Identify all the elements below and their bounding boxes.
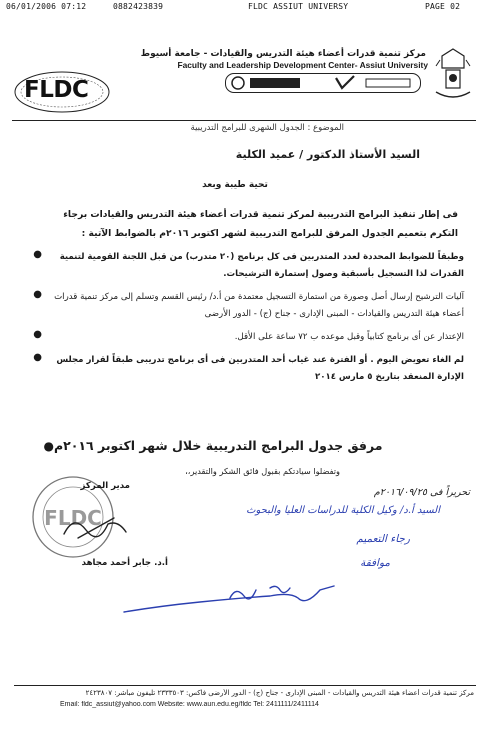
date-line: تحريراً فى ٢٠١٦/٠٩/٢٥م xyxy=(373,487,470,498)
greeting: تحية طيبة وبعد xyxy=(202,180,268,190)
subject-line: الموضوع : الجدول الشهرى للبرامج التدريبية xyxy=(190,123,344,133)
bullet-icon: ● xyxy=(33,289,42,300)
condition-text: آليات الترشيح إرسال أصل وصورة من استمارة التسجيل معتمدة من أ.د/ رئيس القسم وتسلم إلى مركز تنمية قدرات أعضاء هيئة التدريس والقيادات - المبنى الإدارى - جناح (ج) - الدور الأرضى xyxy=(54,292,464,319)
university-emblem xyxy=(430,46,476,104)
condition-item xyxy=(30,249,464,283)
closing-line: وتفضلوا سيادتكم بقبول فائق الشكر والتقدير،، xyxy=(185,466,340,476)
condition-text: وطبقاً للضوابط المحددة لعدد المتدربين فى كل برنامج (٢٠ متدرب) من قبل اللجنة القومية لتنمية القدرات لذا التسجيل بأسبقية وصول إستمارة الترشيحات. xyxy=(59,252,464,279)
condition-text: الإعتذار عن أى برنامج كتابياً وقبل موعده ب ٧٢ ساعة على الأقل. xyxy=(234,332,464,342)
footer-address: مركز تنمية قدرات أعضاء هيئة التدريس والقيادات - المبنى الإدارى - جناح (ج) - الدور الأرضى فاكس: ٢٣٣٣٥٠٣ تليفون مباشر: ٢٤٢٣٨٠٧ xyxy=(85,689,474,697)
handwritten-note-line3: موافقة xyxy=(360,557,390,569)
condition-text: لم الغاء تعويض اليوم . أو الفترة عند غياب أحد المتدربين فى أى برنامج تدريبى طبقاً لقرار مجلس الإدارة المنعقد بتاريخ ٥ مارس ٢٠١٤ xyxy=(56,355,464,382)
addressee: السيد الأستاذ الدكتور / عميد الكلية xyxy=(235,148,420,161)
bullet-icon: ● xyxy=(33,249,42,260)
footer-divider xyxy=(14,685,476,686)
signatory-name: أ.د. جابر أحمد مجاهد xyxy=(81,558,168,568)
certification-badges xyxy=(225,73,421,93)
handwritten-note-line1: السيد أ.د/ وكيل الكلية للدراسات العليا والبحوث xyxy=(246,505,440,516)
handwritten-signature xyxy=(120,578,340,618)
condition-item xyxy=(30,352,464,386)
header-divider xyxy=(12,120,476,121)
fax-phone: 0882423839 xyxy=(113,2,164,11)
attachment-text: مرفق جدول البرامج التدريبية خلال شهر اكتوبر ٢٠١٦م xyxy=(54,438,383,453)
fax-page: PAGE 02 xyxy=(425,2,461,11)
bullet-icon: ● xyxy=(33,352,42,363)
bullet-icon: ● xyxy=(33,329,42,340)
bullet-icon: ● xyxy=(43,438,54,453)
condition-item xyxy=(30,289,464,323)
condition-item xyxy=(30,329,464,346)
attachment-line xyxy=(40,438,460,453)
conditions-list xyxy=(30,249,464,386)
footer-contact: Email: fldc_assiut@yahoo.com Website: www.aun.edu.eg/fldc Tel: 2411111/2411114 xyxy=(60,701,319,708)
fax-datetime: 06/01/2006 07:12 xyxy=(6,2,87,11)
logo-text: FLDC xyxy=(24,77,89,103)
fax-sender: FLDC ASSIUT UNIVERSY xyxy=(248,2,349,11)
svg-text:FLDC: FLDC xyxy=(44,506,102,530)
letterhead-title-en: Faculty and Leadership Development Center- Assiut University xyxy=(177,60,428,70)
signatory-title: مدير المركز xyxy=(80,481,130,491)
handwritten-note-line2: رجاء التعميم xyxy=(356,533,410,545)
director-signature xyxy=(60,510,130,544)
letterhead-title-ar: مركز تنمية قدرات أعضاء هيئة التدريس والقيادات - جامعة أسيوط xyxy=(140,49,426,59)
intro-paragraph: فى إطار تنفيذ البرامج التدريبية لمركز تنمية قدرات أعضاء هيئة التدريس والقيادات برجاء التكرم بتعميم الجدول المرفق للبرامج التدريبية لشهر اكتوبر ٢٠١٦م بالضوابط الآتية : xyxy=(63,209,458,239)
